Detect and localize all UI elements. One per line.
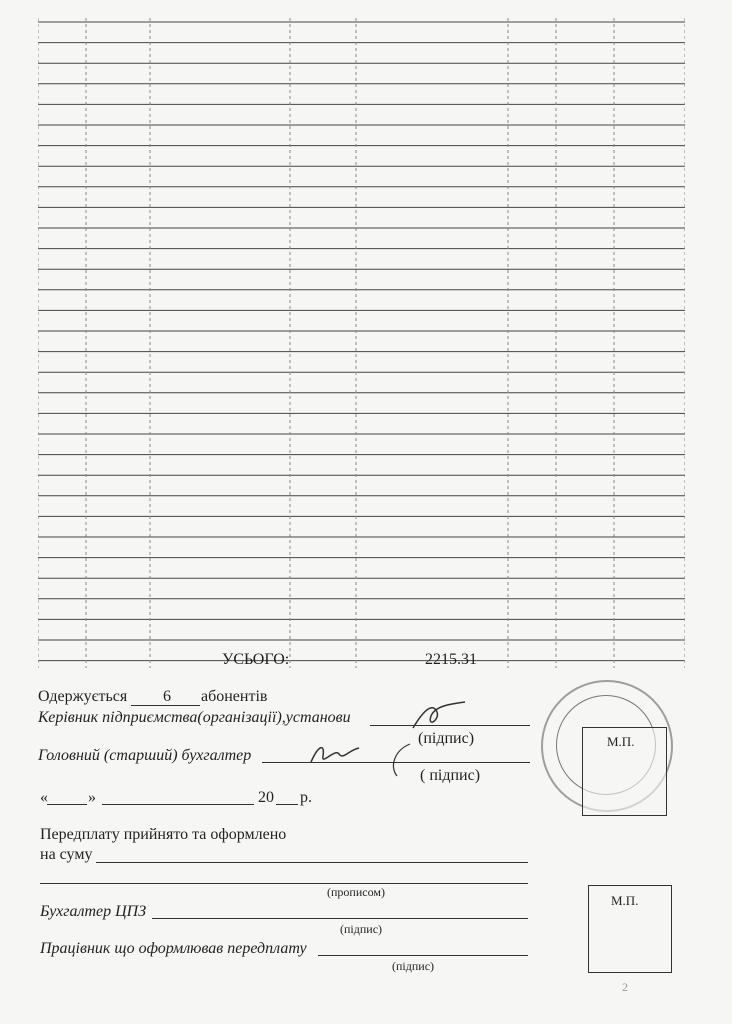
stamp-box-bottom <box>588 885 672 973</box>
manager-sign-caption: (підпис) <box>418 730 475 747</box>
accountant-label: Головний (старший) бухгалтер <box>38 747 252 764</box>
total-value: 2215.31 <box>425 651 477 668</box>
table-grid <box>38 18 685 668</box>
subscription-line1: Передплату прийнято та оформлено <box>40 826 287 843</box>
date-open-quote: « <box>40 789 48 806</box>
cpz-accountant-label: Бухгалтер ЦПЗ <box>40 903 147 920</box>
receive-prefix: Одержується <box>38 688 128 705</box>
total-label: УСЬОГО: <box>222 651 290 668</box>
date-month-line[interactable] <box>102 804 254 805</box>
date-year-line[interactable] <box>276 804 298 805</box>
subscriber-count: 6 <box>163 688 171 705</box>
in-words-caption: (прописом) <box>327 885 385 899</box>
subscription-amount-label: на суму <box>40 846 93 863</box>
page-mark: 2 <box>622 980 628 994</box>
date-year-prefix: 20 <box>258 789 274 806</box>
stamp-top-label: М.П. <box>607 734 635 749</box>
subscription-words-line[interactable] <box>40 883 528 884</box>
cpz-sign-caption: (підпис) <box>340 922 383 936</box>
date-close-quote: » <box>88 789 96 806</box>
receive-suffix: абонентів <box>201 688 268 705</box>
employee-label: Працівник що оформлював передплату <box>40 940 307 957</box>
stamp-box-top <box>582 727 667 816</box>
subscription-amount-line[interactable] <box>96 862 528 863</box>
manager-signature-icon <box>405 698 475 734</box>
employee-sign-line[interactable] <box>318 955 528 956</box>
manager-label: Керівник підприємства(організації),установи <box>38 709 351 726</box>
accountant-signature-icon <box>305 738 365 772</box>
date-year-suffix: р. <box>300 789 312 806</box>
flourish-icon <box>385 740 415 780</box>
employee-sign-caption: (підпис) <box>392 959 435 973</box>
cpz-accountant-sign-line[interactable] <box>152 918 528 919</box>
date-day-line[interactable] <box>47 804 87 805</box>
accountant-sign-caption: ( підпис) <box>420 767 481 784</box>
stamp-bottom-label: М.П. <box>611 893 639 908</box>
